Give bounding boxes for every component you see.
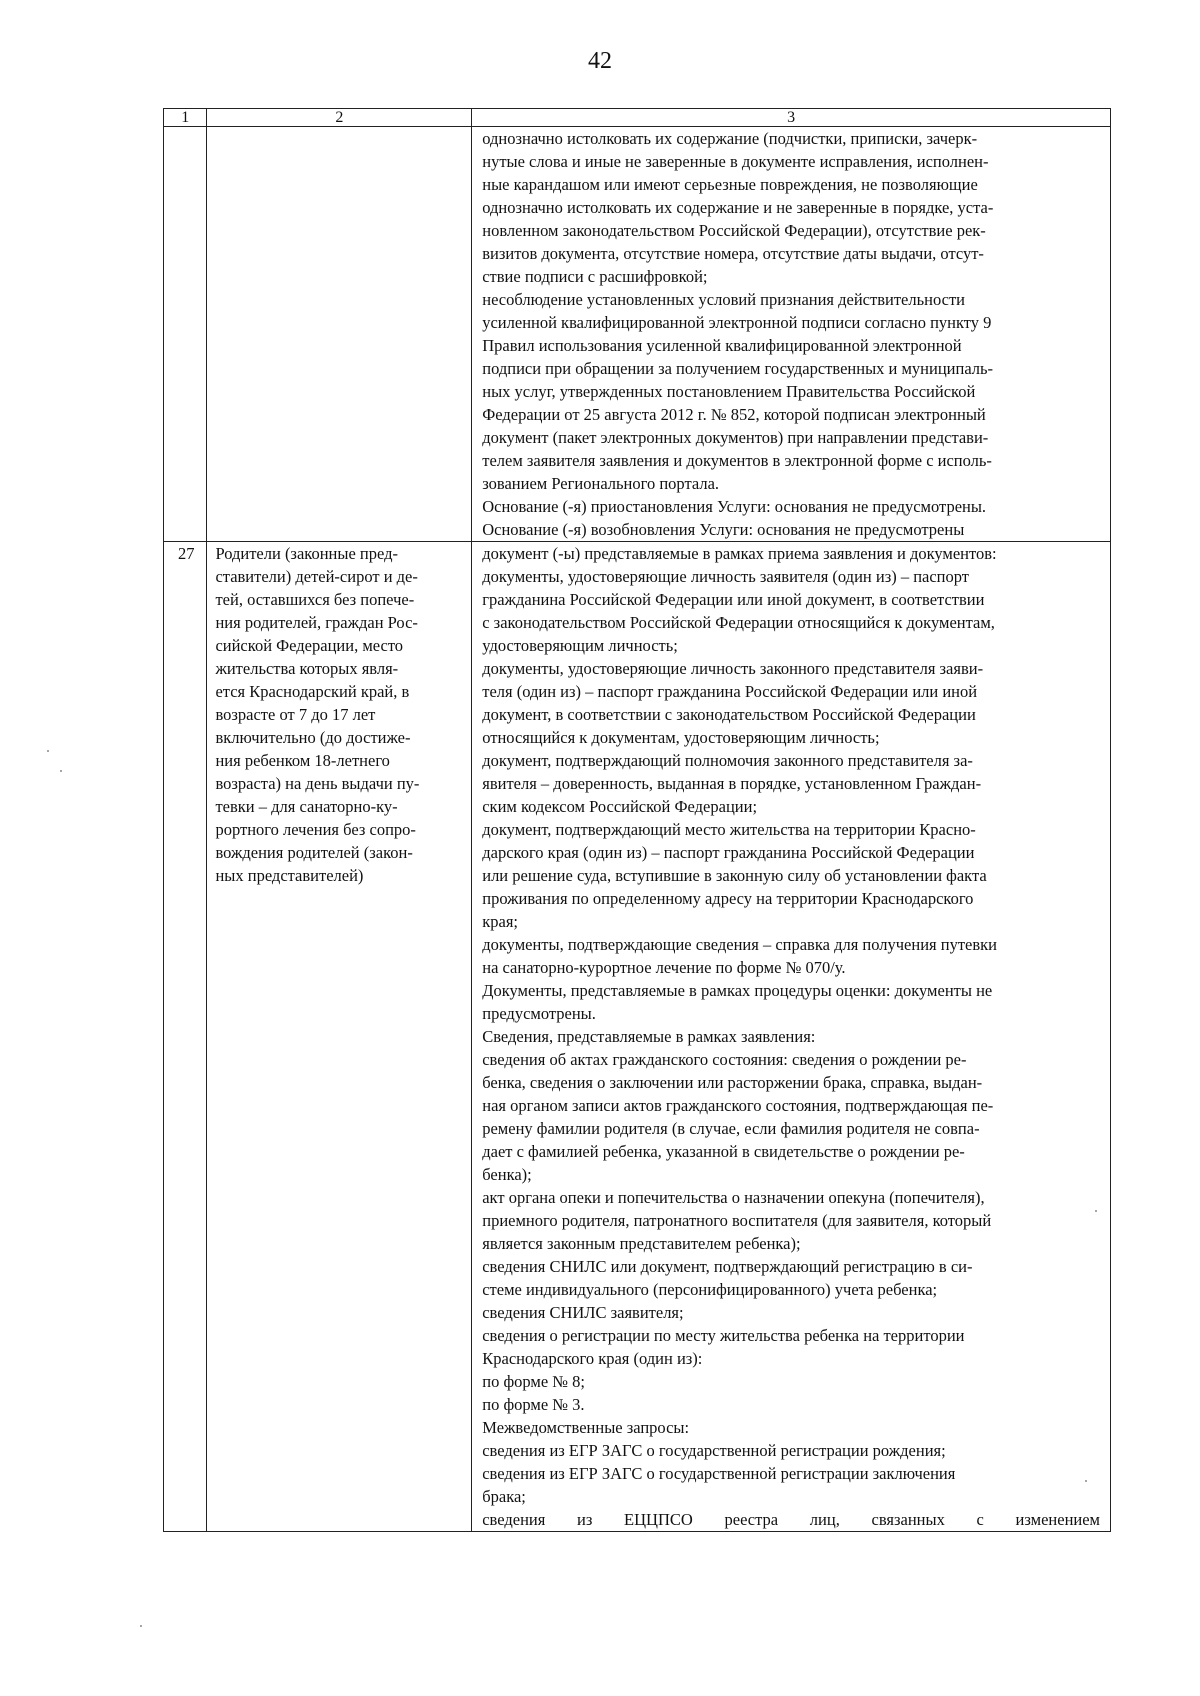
table-row-continued	[164, 127, 1111, 542]
applicant-category-cell	[207, 127, 472, 542]
table-row-27	[164, 542, 1111, 1532]
scan-speck	[47, 750, 49, 752]
scan-speck	[140, 1625, 142, 1627]
scan-speck	[1095, 1210, 1097, 1212]
header-col-1: 1	[164, 109, 207, 127]
page-number: 42	[588, 48, 612, 74]
applicant-category-cell	[207, 542, 472, 1532]
scan-speck	[1085, 1480, 1087, 1482]
documents-text-last-line: сведения из ЕЦЦПСО реестра лиц, связанных с изменением	[482, 1510, 1100, 1529]
services-table	[163, 108, 1111, 1532]
grounds-cell	[472, 127, 1111, 542]
header-col-2: 2	[207, 109, 472, 127]
row-number-cell: 27	[164, 542, 207, 1532]
grounds-text: однозначно истолковать их содержание (подчистки, приписки, зачерк- нутые слова и иные не заверенные в документе исправления, исполнен- ные карандашом или имеют серьезные повреждения, не позволяющие однозначно истолковать их содержание и не заверенные в порядке, уста- новленном законодательством Российской Федерации), отсутствие рек- визитов документа, отсутствие номера, отсутствие даты выдачи, отсут- ствие подписи с расшифровкой; несоблюдение установленных условий признания действительности усиленной квалифицированной электронной подписи согласно пункту 9 Правил использования усиленной квалифицированной электронной подписи при обращении за получением государственных и муниципаль- ных услуг, утвержденных постановлением Правительства Российской Федерации от 25 августа 2012 г. № 852, которой подписан электронный документ (пакет электронных документов) при направлении представи- телем заявителя заявления и документов в электронной форме с исполь- зованием Регионального портала. Основание (-я) приостановления Услуги: основания не предусмотрены. Основание (-я) возобновления Услуги: основания не предусмотрены	[482, 129, 994, 539]
table-header-row	[164, 109, 1111, 127]
row-number-cell	[164, 127, 207, 542]
applicant-category-text: Родители (законные пред- ставители) детей-сирот и де- тей, оставшихся без попече- ния родителей, граждан Рос- сийской Федерации, место жительства которых явля- ется Краснодарский край, в возрасте от 7 до 17 лет включительно (до достиже- ния ребенком 18-летнего возраста) на день выдачи пу- тевки – для санаторно-ку- рортного лечения без сопро- вождения родителей (закон- ных представителей)	[215, 544, 420, 885]
header-col-3: 3	[472, 109, 1111, 127]
scan-speck	[60, 770, 62, 772]
documents-text: документ (-ы) представляемые в рамках приема заявления и документов: документы, удостоверяющие личность заявителя (один из) – паспорт гражданина Российской Федерации или иной документ, в соответствии с законодательством Российской Федерации относящийся к документам, удостоверяющим личность; документы, удостоверяющие личность законного представителя заяви- теля (один из) – паспорт гражданина Российской Федерации или иной документ, в соответствии с законодательством Российской Федерации относящийся к документам, удостоверяющим личность; документ, подтверждающий полномочия законного представителя за- явителя – доверенность, выданная в порядке, установленном Граждан- ским кодексом Российской Федерации; документ, подтверждающий место жительства на территории Красно- дарского края (один из) – паспорт гражданина Российской Федерации или решение суда, вступившие в законную силу об установлении факта проживания по определенному адресу на территории Краснодарского края; документы, подтверждающие сведения – справка для получения путевки на санаторно-курортное лечение по форме № 070/у. Документы, представляемые в рамках процедуры оценки: документы не предусмотрены. Сведения, представляемые в рамках заявления: сведения об актах гражданского состояния: сведения о рождении ре- бенка, сведения о заключении или расторжении брака, справка, выдан- ная органом записи актов гражданского состояния, подтверждающая пе- ремену фамилии родителя (в случае, если фамилия родителя не совпа- дает с фамилией ребенка, указанной в свидетельстве о рождении ре- бенка); акт органа опеки и попечительства о назначении опекуна (попечителя), приемного родителя, патронатного воспитателя (для заявителя, который является законным представителем ребенка); сведения СНИЛС или документ, подтверждающий регистрацию в си- стеме индивидуального (персонифицированного) учета ребенка; сведения СНИЛС заявителя; сведения о регистрации по месту жительства ребенка на территории Краснодарского края (один из): по форме № 8; по форме № 3. Межведомственные запросы: сведения из ЕГР ЗАГС о государственной регистрации рождения; сведения из ЕГР ЗАГС о государственной регистрации заключения брака;	[482, 544, 998, 1506]
documents-cell	[472, 542, 1111, 1532]
